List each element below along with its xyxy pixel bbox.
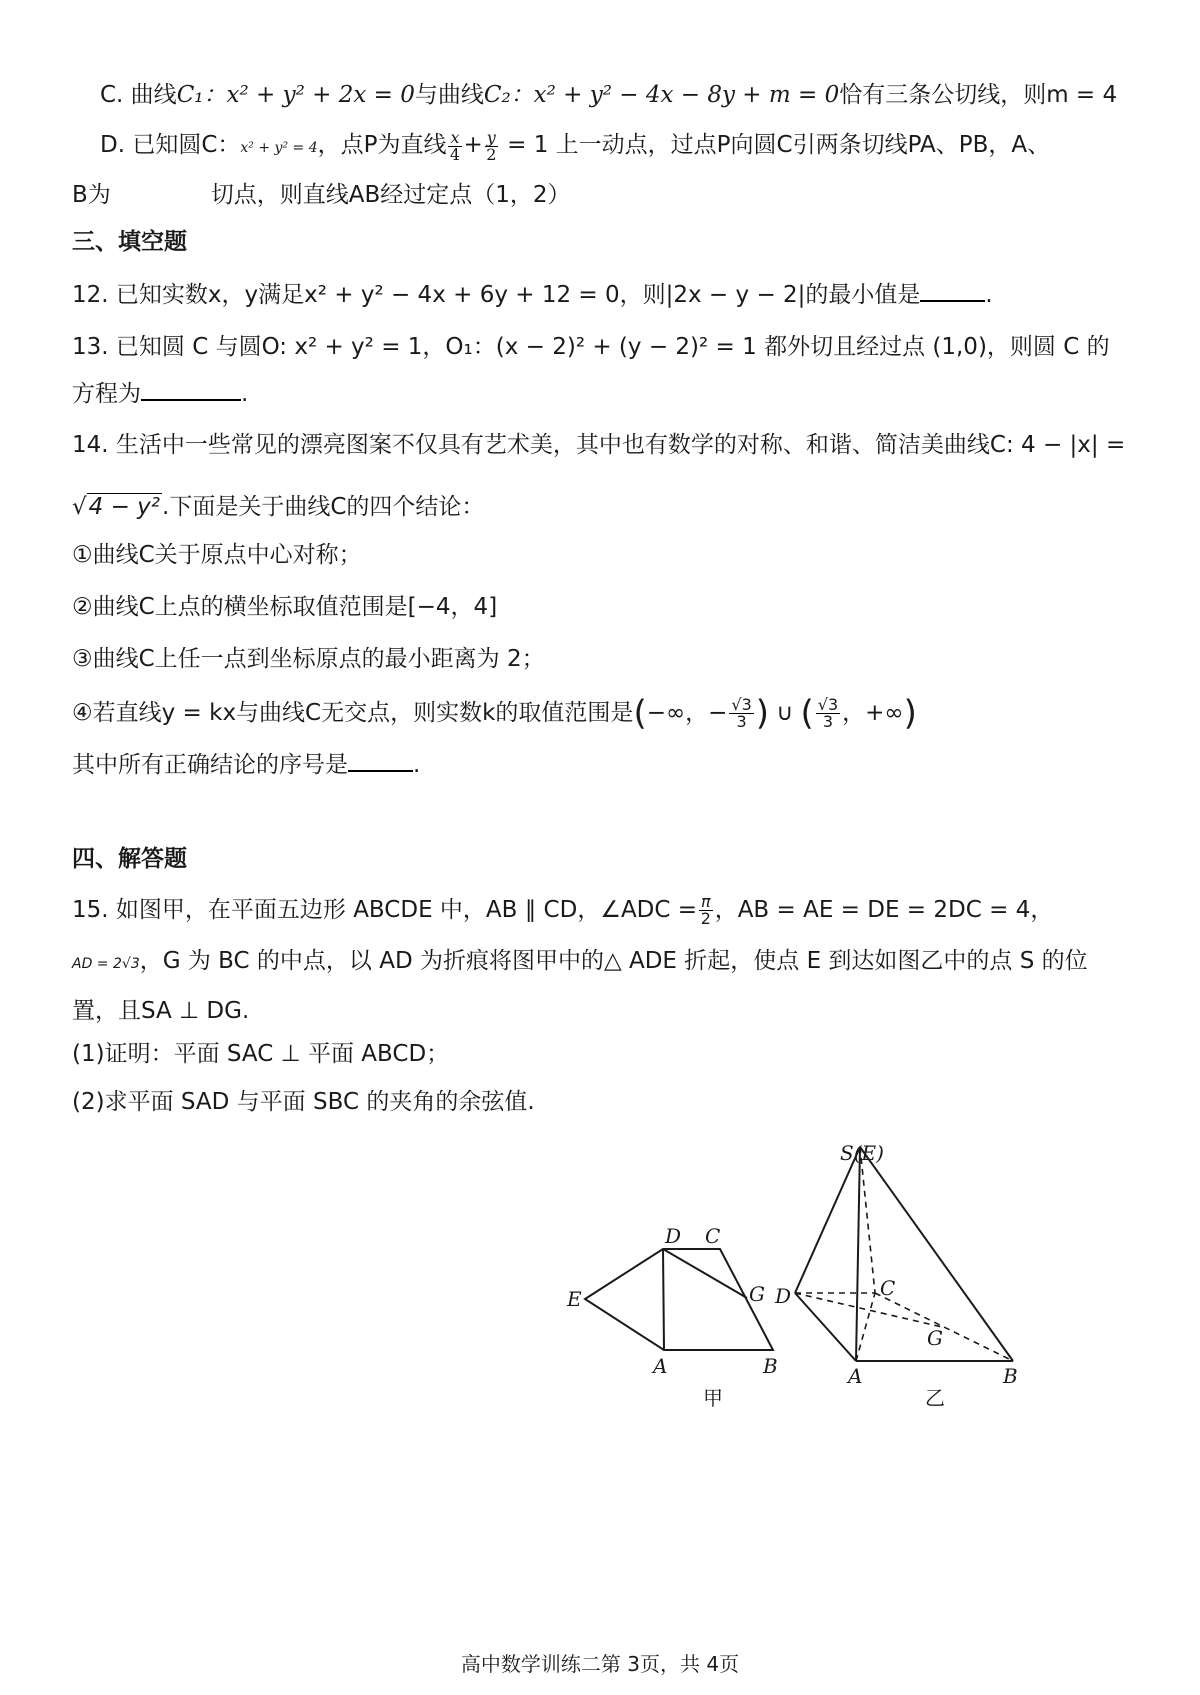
q14-line1: 14. 生活中一些常见的漂亮图案不仅具有艺术美，其中也有数学的对称、和谐、简洁美曲线C: 4 − |x| =	[72, 432, 1126, 458]
label-b: B	[1003, 1364, 1018, 1388]
q11-c-prefix: C. 曲线	[100, 82, 177, 108]
q15-line1-tail: ，AB = AE = DE = 2DC = 4，	[714, 897, 1054, 923]
q15-frac-pi	[699, 894, 713, 927]
q15-line1	[72, 893, 1140, 927]
q14-frac-neg	[729, 697, 753, 730]
q12-end: .	[985, 282, 993, 308]
q11-d-prefix: D. 已知圆C：	[100, 132, 241, 158]
q11-d-line2-a: B为	[72, 182, 111, 208]
frac-num: √3	[731, 695, 752, 714]
label-e: E	[567, 1287, 582, 1311]
q14-end: .	[413, 752, 421, 778]
q11-d-tail: = 1 上一动点，过点P向圆C引两条切线PA、PB，A、	[499, 132, 1051, 158]
segment-dg	[663, 1249, 747, 1298]
q14-item4-c: ，+∞	[842, 700, 904, 726]
frac-den: 2	[486, 144, 497, 164]
label-c: C	[705, 1224, 721, 1248]
q13: 13. 已知圆 C 与圆O: x² + y² = 1，O₁：(x − 2)² + (y − 2)² = 1 都外切且经过点 (1,0)，则圆 C 的	[72, 334, 1110, 360]
q15-ad: AD = 2√3	[72, 956, 140, 972]
edge-cb	[875, 1293, 1013, 1361]
q14-line2: √4 − y².下面是关于曲线C的四个结论：	[72, 494, 485, 520]
q15-line3: 置，且SA ⊥ DG.	[72, 998, 250, 1024]
label-g: G	[927, 1326, 943, 1350]
q11-d-line2-b: 切点，则直线AB经过定点（1，2）	[210, 182, 571, 208]
edge-sc	[860, 1147, 875, 1293]
q14-frac-pos	[816, 697, 840, 730]
q11-c-curve1: C₁：x² + y² + 2x = 0	[176, 82, 415, 108]
q13-line2-text: 方程为	[72, 381, 141, 407]
section-4-heading: 四、解答题	[72, 846, 187, 872]
q14-item4-a: −∞，−	[646, 700, 728, 726]
page-footer: 高中数学训练二第 3页，共 4页	[460, 1652, 740, 1676]
edge-ac	[856, 1293, 875, 1361]
edge-sa	[856, 1147, 860, 1361]
caption-jia: 甲	[703, 1386, 723, 1410]
figure-yi-labels	[774, 1141, 1018, 1410]
frac-num: π	[701, 892, 711, 911]
label-g: G	[749, 1282, 765, 1306]
q15-figures	[567, 1141, 1145, 1425]
edge-sd	[795, 1147, 860, 1293]
frac-den: 3	[822, 712, 834, 731]
q15-line2-tail: ，G 为 BC 的中点，以 AD 为折痕将图甲中的△ ADE 折起，使点 E 到达如图乙中的点 S 的位	[139, 948, 1088, 974]
q14-item4-prefix: ④若直线y = kx与曲线C无交点，则实数k的取值范围是	[72, 700, 634, 726]
frac-num: √3	[817, 695, 839, 714]
q14-item3: ③曲线C上任一点到坐标原点的最小距离为 2；	[72, 646, 545, 672]
edge-da	[795, 1293, 856, 1361]
figure-jia	[585, 1249, 773, 1350]
q14-conclusion-text: 其中所有正确结论的序号是	[72, 752, 348, 778]
label-a: A	[653, 1354, 668, 1378]
edge-dg	[795, 1293, 942, 1327]
q11-option-d-line2	[72, 178, 1140, 212]
q15-line2	[72, 944, 1140, 981]
q13-line2	[72, 377, 1140, 411]
frac-den: 2	[700, 909, 711, 928]
q11-d-frac-y	[485, 127, 498, 164]
q14-line2-tail: .下面是关于曲线C的四个结论：	[162, 494, 485, 520]
caption-yi: 乙	[925, 1386, 945, 1410]
q12	[72, 278, 1140, 312]
q14-item1: ①曲线C关于原点中心对称；	[72, 542, 362, 568]
label-d: D	[775, 1284, 792, 1308]
figure-jia-labels	[566, 1224, 778, 1410]
q12-answer-blank[interactable]	[920, 278, 985, 302]
label-c: C	[880, 1276, 896, 1300]
q14-answer-blank[interactable]	[348, 748, 413, 772]
q11-c-mid: 与曲线	[414, 82, 484, 108]
q15-line1-text: 15. 如图甲，在平面五边形 ABCDE 中，AB ∥ CD，∠ADC =	[72, 897, 698, 923]
q13-answer-blank[interactable]	[141, 377, 241, 401]
label-d: D	[665, 1224, 682, 1248]
q14-conclusion	[72, 748, 1140, 782]
pentagon-abcde	[585, 1249, 773, 1350]
q14-item2: ②曲线C上点的横坐标取值范围是[−4，4]	[72, 594, 498, 620]
q15-part1: (1)证明：平面 SAC ⊥ 平面 ABCD；	[72, 1041, 450, 1067]
frac-den: 3	[736, 712, 747, 731]
frac-num: y	[486, 127, 496, 147]
frac-den: 4	[449, 144, 461, 164]
label-b: B	[763, 1354, 778, 1378]
q11-d-mid: ，点P为直线	[317, 132, 447, 158]
label-a: A	[848, 1364, 863, 1388]
q11-c-curve2: C₂：x² + y² − 4x − 8y + m = 0	[483, 82, 840, 108]
segment-ad	[663, 1249, 664, 1350]
q14-item4-union: ∪	[776, 700, 794, 726]
q11-c-suffix: 恰有三条公切线，则m = 4	[839, 82, 1118, 108]
figure-yi	[795, 1147, 1013, 1361]
q15-part2: (2)求平面 SAD 与平面 SBC 的夹角的余弦值.	[72, 1089, 535, 1115]
frac-num: x	[450, 127, 460, 147]
q11-d-frac-x	[448, 127, 461, 164]
q12-text: 12. 已知实数x，y满足x² + y² − 4x + 6y + 12 = 0，则|2x − y − 2|的最小值是	[72, 282, 921, 308]
label-s-e: S(E)	[840, 1141, 884, 1165]
q11-d-circle: x² + y² = 4	[240, 140, 318, 156]
q14-sqrt: 4 − y²	[88, 494, 161, 520]
q11-option-d: D. 已知圆C：x² + y² = 4，点P为直线 $\frac{x}{4}$ + $\frac{y}{2}$ = 1 上一动点，过点P向圆C引两条切线PA、PB，A、	[100, 127, 1051, 164]
q13-end: .	[241, 381, 249, 407]
q11-option-c	[100, 78, 1140, 112]
q14-item4: ④若直线y = kx与曲线C无交点，则实数k的取值范围是(−∞，− $\frac{√3}{3}$ ) ∪ ( $\frac{√3}{3}$ ，+∞)	[72, 693, 917, 734]
section-3-heading: 三、填空题	[72, 229, 187, 255]
